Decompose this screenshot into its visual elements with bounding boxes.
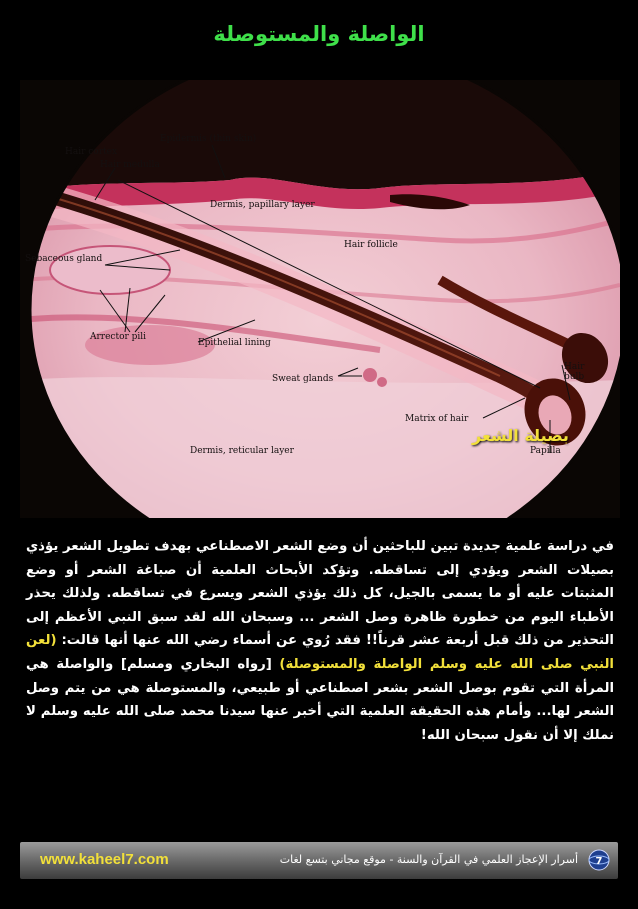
site-logo-icon [588,849,610,871]
article-paragraph [26,535,614,747]
label-hair-bulb: Hair bulb [564,362,585,382]
label-hair-follicle: Hair follicle [344,240,398,250]
label-dermis-papillary: Dermis, papillary layer [210,200,315,210]
hair-histology-figure [20,80,620,518]
footer-url-link[interactable]: www.kaheel7.com [40,851,169,868]
label-dermis-reticular: Dermis, reticular layer [190,446,294,456]
label-matrix-of-hair: Matrix of hair [405,414,469,424]
page-title: الواصلة والمستوصلة [213,22,425,46]
footer-slogan: أسرار الإعجاز العلمي في القرآن والسنة - موقع مجاني بتسع لغات [279,853,578,866]
label-arrector-pili: Arrector pili [90,332,147,342]
label-papilla: Papilla [530,446,561,456]
label-sebaceous-gland: Sebaceous gland [25,254,103,264]
label-hair-cortex: Hair cortex [65,147,118,157]
hadith-quote: (لعن النبي صلى الله عليه وسلم الواصلة والمستوصلة) [26,633,614,672]
label-sweat-glands: Sweat glands [272,374,334,384]
label-epidermis: Epidermis (thin skin) [160,134,257,144]
label-hair-medulla: Hair medulla [100,160,160,170]
label-hair-root-arabic: بصيلة الشعر [472,426,569,445]
svg-text:7: 7 [595,856,603,867]
footer-bar [20,842,618,879]
label-epithelial-lining: Epithelial lining [198,338,271,348]
body-text-part1: في دراسة علمية جديدة تبين للباحثين أن وضع الشعر الاصطناعي بهدف تطويل الشعر يؤذي بصيلات الشعر ويؤدي إلى تساقطه. وتؤكد الأبحاث العلمية أن صباغة الشعر أو وضع المثبتات عليه أو ما يسمى بالجيل، كل ذلك يؤذي الشعر ويسرع في تساقطه. ولذلك يحذر الأطباء اليوم من خطورة ظاهرة وصل الشعر ... وسبحان الله لقد سبق النبي الأعظم إلى التحذير من ذلك قبل أربعة عشر قرناً!! فقد رُوي عن أسماء رضي الله عنها أنها قالت: [26,539,614,649]
body-text-part2: [رواه البخاري ومسلم] والواصلة هي المرأة التي تقوم بوصل الشعر بشعر اصطناعي أو طبيعي، والمستوصلة هي من يتم وصل الشعر لها... وأمام هذه الحقيقة العلمية التي أخبر عنها سيدنا محمد صلى الله عليه وسلم لا نملك إلا أن نقول سبحان الله! [26,656,614,743]
article-body [26,535,614,747]
